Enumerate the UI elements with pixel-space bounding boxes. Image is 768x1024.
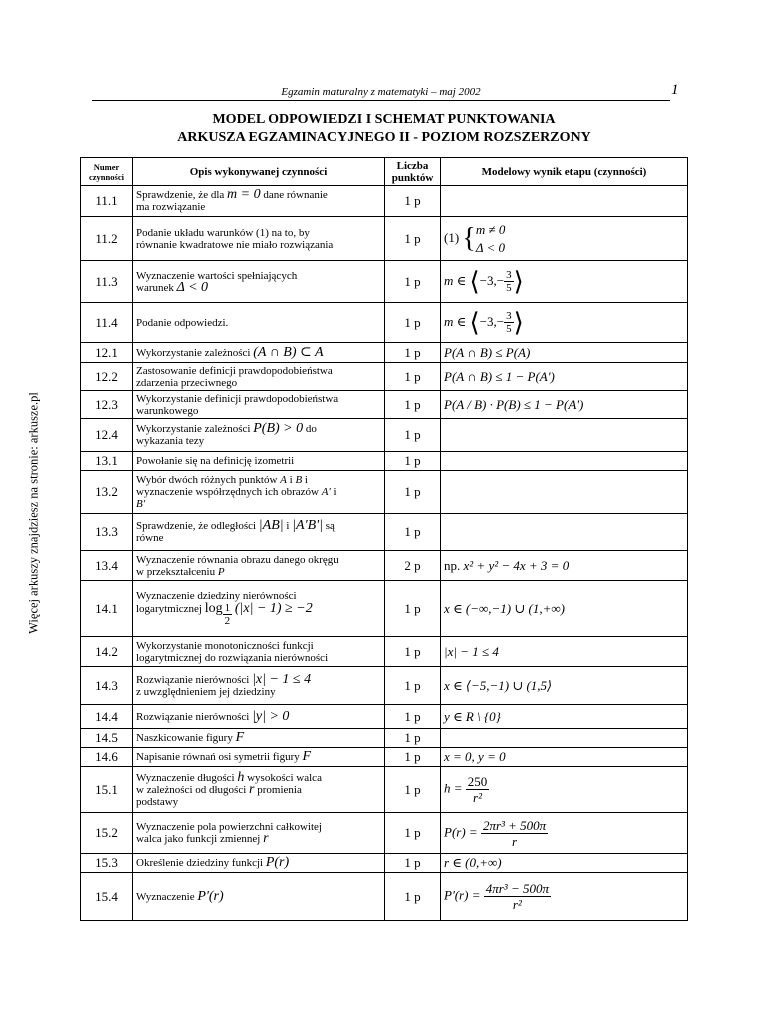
side-note: Więcej arkuszy znajdziesz na stronie: arkusze.pl bbox=[26, 392, 41, 634]
header-points: Liczba punktów bbox=[385, 158, 441, 186]
table-row: 12.3 Wykorzystanie definicji prawdopodobieństwa warunkowego 1 p P(A / B) · P(B) ≤ 1 − P(A') bbox=[81, 391, 688, 419]
table-row: 12.1 Wykorzystanie zależności (A ∩ B) ⊂ A 1 p P(A ∩ B) ≤ P(A) bbox=[81, 343, 688, 363]
running-title: Egzamin maturalny z matematyki – maj 2002 bbox=[281, 86, 481, 98]
page-number: 1 bbox=[671, 82, 679, 98]
scoring-table bbox=[80, 157, 688, 921]
table-row: 15.3 Określenie dziedziny funkcji P(r) 1 p r ∈ (0,+∞) bbox=[81, 854, 688, 873]
table-row: 12.4 Wykorzystanie zależności P(B) > 0 do wykazania tezy 1 p bbox=[81, 419, 688, 452]
table-row: 13.4 Wyznaczenie równania obrazu danego okręgu w przekształceniu P 2 p np. x² + y² − 4x + 3 = 0 bbox=[81, 551, 688, 581]
table-row: 11.4 Podanie odpowiedzi. 1 p m ∈ ⟨−3,− $\frac{3}{5}$ ⟩ bbox=[81, 303, 688, 343]
running-header bbox=[92, 86, 670, 101]
table-row: 13.1 Powołanie się na definicję izometrii 1 p bbox=[81, 452, 688, 471]
header-number: Numer czynności bbox=[81, 158, 133, 186]
table-row: 12.2 Zastosowanie definicji prawdopodobieństwa zdarzenia przeciwnego 1 p P(A ∩ B) ≤ 1 − P(A') bbox=[81, 363, 688, 391]
table-row: 14.5 Naszkicowanie figury F 1 p bbox=[81, 729, 688, 748]
table-row: 15.1 Wyznaczenie długości h wysokości walca w zależności od długości r promienia podstawy 1 p h = $\frac{250}{\text{r²}}$ bbox=[81, 767, 688, 813]
table-row: 15.2 Wyznaczenie pola powierzchni całkowitej walca jako funkcji zmiennej r 1 p P(r) = $\frac{\text{2πr³ + 500π}}{r}$ bbox=[81, 813, 688, 854]
table-row: 14.1 Wyznaczenie dziedziny nierówności logarytmicznej log $\frac{1}{2}$ (|x| − 1) ≥ −2 1 p x ∈ (−∞,−1) ∪ (1,+∞) bbox=[81, 581, 688, 637]
table-row: 14.2 Wykorzystanie monotoniczności funkcji logarytmicznej do rozwiązania nierówności 1 p |x| − 1 ≤ 4 bbox=[81, 637, 688, 667]
header-result: Modelowy wynik etapu (czynności) bbox=[441, 158, 688, 186]
header-description: Opis wykonywanej czynności bbox=[133, 158, 385, 186]
doc-title-line2: ARKUSZA EGZAMINACYJNEGO II - POZIOM ROZSZERZONY bbox=[177, 130, 591, 145]
doc-title-line1: MODEL ODPOWIEDZI I SCHEMAT PUNKTOWANIA bbox=[212, 112, 556, 127]
table-row: 13.3 Sprawdzenie, że odległości |AB| i |A'B'| są równe 1 p bbox=[81, 514, 688, 551]
table-row: 11.1 Sprawdzenie, że dla m = 0 dane równanie ma rozwiązanie 1 p bbox=[81, 186, 688, 217]
table-row: 14.3 Rozwiązanie nierówności |x| − 1 ≤ 4 z uwzględnieniem jej dziedziny 1 p x ∈ ⟨−5,−1) ∪ (1,5⟩ bbox=[81, 667, 688, 705]
table-header-row bbox=[81, 158, 688, 186]
table-row: 13.2 Wybór dwóch różnych punktów A i B i wyznaczenie współrzędnych ich obrazów A' i B' 1 p bbox=[81, 471, 688, 514]
table-row: 11.2 Podanie układu warunków (1) na to, by równanie kwadratowe nie miało rozwiązania 1 p (1) {m ≠ 0 Δ < 0 bbox=[81, 217, 688, 261]
table-row: 14.6 Napisanie równań osi symetrii figury F 1 p x = 0, y = 0 bbox=[81, 748, 688, 767]
table-row: 15.4 Wyznaczenie P'(r) 1 p P'(r) = $\frac{\text{4πr³ − 500π}}{\text{r²}}$ bbox=[81, 873, 688, 921]
table-row: 11.3 Wyznaczenie wartości spełniających warunek Δ < 0 1 p m ∈ ⟨−3,− $\frac{3}{5}$ ⟩ bbox=[81, 261, 688, 303]
table-row: 14.4 Rozwiązanie nierówności |y| > 0 1 p y ∈ R \ {0} bbox=[81, 705, 688, 729]
